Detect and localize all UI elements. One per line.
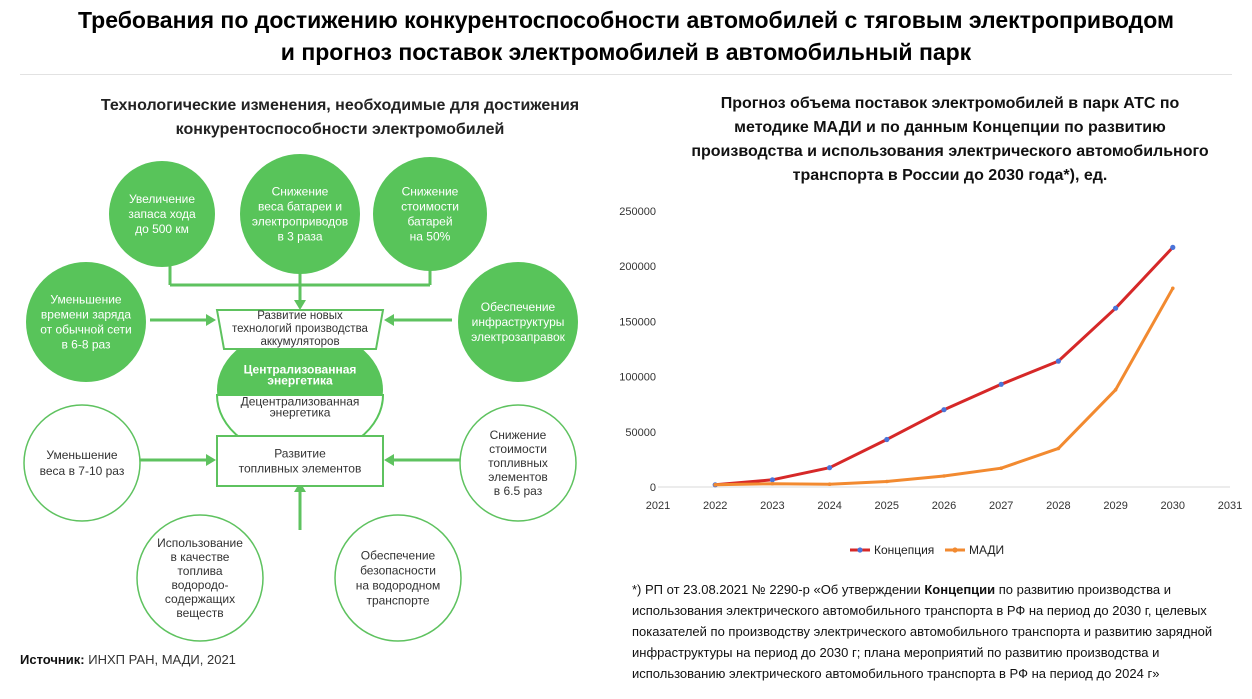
footnote-part2: по развитию производства и использования электрического автомобильного транспорта в РФ на период до 2030 г, целевых показателей по производству электрического автомобильного транспорта и развитию зарядной инфраструктуры на период до 2030 г; плана мероприятий по развитию производства и использованию электрического автомобильного транспорта в РФ на период до 2024 г» (632, 582, 1213, 681)
series-point-concept (827, 465, 832, 470)
legend-marker-concept (857, 547, 862, 552)
chart-heading-line2: методике МАДИ и по данным Концепции по развитию (734, 119, 1166, 136)
diagram-label: Снижение (401, 184, 459, 199)
series-point-concept (1113, 306, 1118, 311)
chart-heading (650, 92, 1250, 188)
diagram-label: на водородном (355, 578, 441, 593)
diagram-label: Обеспечение (480, 300, 556, 315)
series-point-madi (1114, 388, 1118, 392)
diagram-label: стоимости (489, 442, 547, 457)
y-tick-label: 250000 (619, 206, 656, 218)
left-heading-line1: Технологические изменения, необходимые для достижения (100, 97, 580, 114)
series-point-madi (999, 466, 1003, 470)
page-title-line2: и прогноз поставок электромобилей в автомобильный парк (280, 39, 972, 65)
diagram-label: стоимости (401, 199, 459, 214)
diagram-label: в 3 раза (277, 229, 323, 244)
diagram-label: Снижение (271, 184, 329, 199)
diagram-label: Централизованная (243, 362, 357, 377)
diagram-label: топливных (488, 456, 548, 471)
diagram-label: батарей (407, 214, 453, 229)
diagram-label: Развитие новых (257, 310, 343, 322)
diagram-label: топлива (177, 564, 223, 579)
page-title-line1: Требования по достижению конкурентоспособности автомобилей с тяговым электроприводом (77, 7, 1175, 33)
series-point-concept (1170, 245, 1175, 250)
series-point-madi (1057, 447, 1061, 451)
series-point-madi (942, 474, 946, 478)
source-label: Источник: (20, 652, 85, 667)
legend-marker-madi (952, 547, 957, 552)
source-text: ИНХП РАН, МАДИ, 2021 (88, 652, 236, 667)
left-heading-line2: конкурентоспособности электромобилей (175, 121, 505, 138)
diagram-label: энергетика (267, 373, 333, 388)
series-line-concept (715, 247, 1173, 484)
series-point-concept (999, 382, 1004, 387)
legend-label-concept: Концепция (874, 543, 935, 557)
x-tick-label: 2022 (702, 500, 728, 512)
x-tick-label: 2023 (760, 500, 785, 512)
series-point-concept (770, 477, 775, 482)
diagram-label: Снижение (489, 428, 547, 443)
diagram-label: Децентрализованная (240, 394, 360, 409)
left-heading (40, 94, 640, 142)
chart-heading-line4: транспорта в России до 2030 года*), ед. (792, 167, 1108, 184)
diagram-label: содержащих (164, 592, 236, 607)
footnote (632, 579, 1244, 684)
diagram-label: электрозаправок (471, 330, 565, 345)
diagram-label: транспорте (366, 593, 430, 608)
diagram-label: электроприводов (251, 214, 349, 229)
series-point-concept (884, 437, 889, 442)
diagram-label: инфраструктуры (471, 315, 565, 330)
x-tick-label: 2021 (645, 500, 671, 512)
diagram-label: Увеличение (128, 192, 196, 207)
footnote-part1: *) РП от 23.08.2021 № 2290-р «Об утверждении (632, 582, 925, 597)
x-tick-label: 2029 (1103, 500, 1128, 512)
circle-lighter (24, 405, 140, 521)
y-tick-label: 150000 (619, 316, 656, 329)
series-point-madi (885, 480, 889, 484)
series-point-concept (941, 407, 946, 412)
chart-heading-line3: производства и использования электрического автомобильного (691, 143, 1209, 160)
diagram-label: Уменьшение (46, 448, 118, 463)
legend-label-madi: МАДИ (969, 543, 1005, 557)
title-divider (20, 74, 1232, 75)
x-tick-label: 2024 (817, 500, 842, 512)
diagram-label: Развитие (274, 446, 326, 461)
series-point-madi (713, 483, 717, 487)
series-point-madi (1171, 287, 1175, 291)
chart-heading-line1: Прогноз объема поставок электромобилей в парк АТС по (720, 95, 1180, 112)
diagram-label: в 6-8 раз (61, 337, 111, 352)
y-tick-label: 50000 (625, 426, 656, 439)
source-line (20, 652, 236, 667)
y-tick-label: 0 (649, 482, 656, 494)
diagram-label: технологий производства (232, 323, 368, 335)
x-tick-label: 2028 (1046, 500, 1071, 512)
diagram-label: Использование (157, 536, 243, 551)
x-tick-label: 2030 (1160, 500, 1186, 512)
forecast-chart (596, 195, 1246, 570)
technology-diagram (0, 150, 600, 645)
diagram-label: Обеспечение (360, 548, 436, 563)
series-point-madi (771, 482, 775, 486)
series-point-madi (828, 482, 832, 486)
footnote-bold: Концепции (924, 582, 996, 597)
diagram-label: до 500 км (135, 222, 189, 237)
series-point-concept (1056, 359, 1061, 364)
y-tick-label: 200000 (619, 261, 656, 274)
diagram-label: запаса хода (128, 207, 196, 222)
x-tick-label: 2026 (931, 500, 957, 512)
diagram-label: в качестве (170, 550, 230, 565)
diagram-label: безопасности (360, 563, 436, 578)
diagram-label: веса в 7-10 раз (39, 464, 125, 479)
diagram-label: топливных элементов (238, 461, 362, 476)
diagram-label: энергетика (269, 405, 331, 420)
diagram-label: в 6.5 раз (493, 484, 543, 499)
y-tick-label: 100000 (619, 371, 656, 384)
diagram-label: от обычной сети (40, 322, 132, 337)
diagram-label: элементов (488, 470, 548, 485)
x-tick-label: 2031 (1217, 500, 1243, 512)
diagram-label: Уменьшение (50, 292, 122, 307)
page-title (0, 4, 1252, 68)
diagram-label: на 50% (409, 229, 451, 244)
diagram-label: веса батареи и (257, 199, 343, 214)
diagram-label: времени заряда (40, 307, 132, 322)
x-tick-label: 2027 (988, 500, 1014, 512)
diagram-label: веществ (176, 606, 224, 621)
x-tick-label: 2025 (874, 500, 900, 512)
diagram-label: аккумуляторов (260, 336, 340, 348)
diagram-label: водородо- (171, 578, 229, 593)
